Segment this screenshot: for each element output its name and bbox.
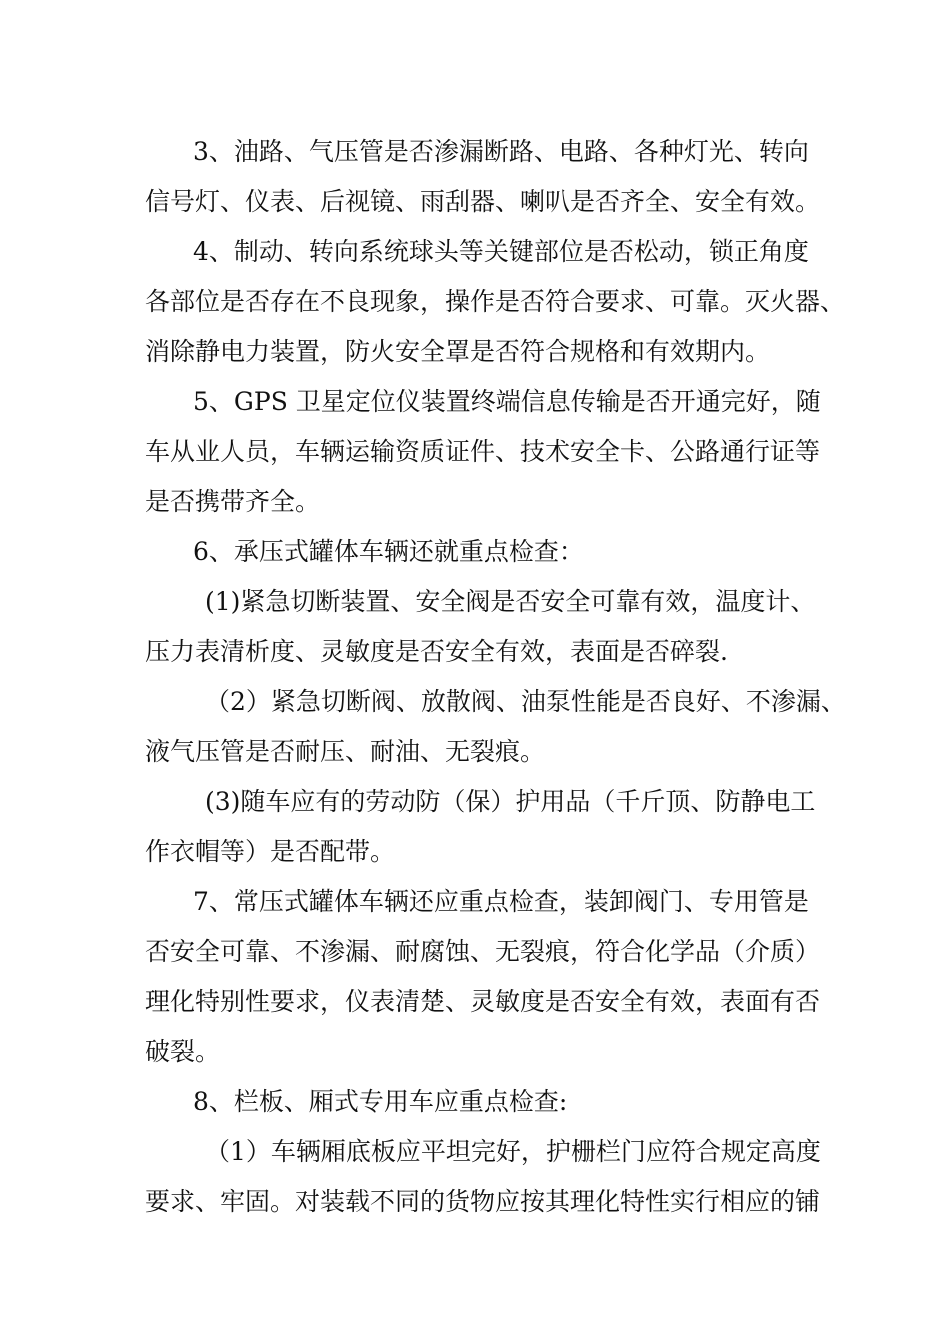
text-line: （2）紧急切断阀、放散阀、油泵性能是否良好、不渗漏、 <box>205 687 846 716</box>
text-line: 要求、牢固。对装载不同的货物应按其理化特性实行相应的铺 <box>145 1187 821 1216</box>
paragraph-item-5 <box>145 377 850 527</box>
text-line: （1）车辆厢底板应平坦完好，护栅栏门应符合规定高度 <box>205 1137 821 1166</box>
paragraph-item-6-2 <box>145 677 850 777</box>
text-line: 车从业人员，车辆运输资质证件、技术安全卡、公路通行证等 <box>145 437 821 466</box>
text-line: 否安全可靠、不渗漏、耐腐蚀、无裂痕，符合化学品（介质） <box>145 937 821 966</box>
text-line: (3)随车应有的劳动防（保）护用品（千斤顶、防静电工 <box>205 787 816 816</box>
paragraph-item-8-1 <box>145 1127 850 1227</box>
text-line: 6、承压式罐体车辆还就重点检查： <box>193 537 584 566</box>
text-line: 8、栏板、厢式专用车应重点检查: <box>193 1087 568 1116</box>
document-body <box>145 127 850 1227</box>
text-line: 5、GPS 卫星定位仪装置终端信息传输是否开通完好，随 <box>193 387 821 416</box>
text-line: 3、油路、气压管是否渗漏断路、电路、各种灯光、转向 <box>193 137 809 166</box>
text-line: 7、常压式罐体车辆还应重点检查，装卸阀门、专用管是 <box>193 887 809 916</box>
paragraph-item-6-3 <box>145 777 850 877</box>
text-line: 4、制动、转向系统球头等关键部位是否松动，锁正角度 <box>193 237 809 266</box>
text-line: (1)紧急切断装置、安全阀是否安全可靠有效，温度计、 <box>205 587 816 616</box>
paragraph-item-8 <box>145 1077 850 1127</box>
text-line: 各部位是否存在不良现象，操作是否符合要求、可靠。灭火器、 <box>145 287 846 316</box>
text-line: 破裂。 <box>145 1037 221 1066</box>
paragraph-item-6-1 <box>145 577 850 677</box>
paragraph-item-4 <box>145 227 850 377</box>
text-line: 理化特别性要求，仪表清楚、灵敏度是否安全有效，表面有否 <box>145 987 821 1016</box>
text-line: 是否携带齐全。 <box>145 487 321 516</box>
paragraph-item-6 <box>145 527 850 577</box>
text-line: 信号灯、仪表、后视镜、雨刮器、喇叭是否齐全、安全有效。 <box>145 187 821 216</box>
text-line: 液气压管是否耐压、耐油、无裂痕。 <box>145 737 546 766</box>
paragraph-item-7 <box>145 877 850 1077</box>
paragraph-item-3 <box>145 127 850 227</box>
text-line: 压力表清析度、灵敏度是否安全有效，表面是否碎裂. <box>145 637 728 666</box>
text-line: 消除静电力装置，防火安全罩是否符合规格和有效期内。 <box>145 337 771 366</box>
text-line: 作衣帽等）是否配带。 <box>145 837 396 866</box>
